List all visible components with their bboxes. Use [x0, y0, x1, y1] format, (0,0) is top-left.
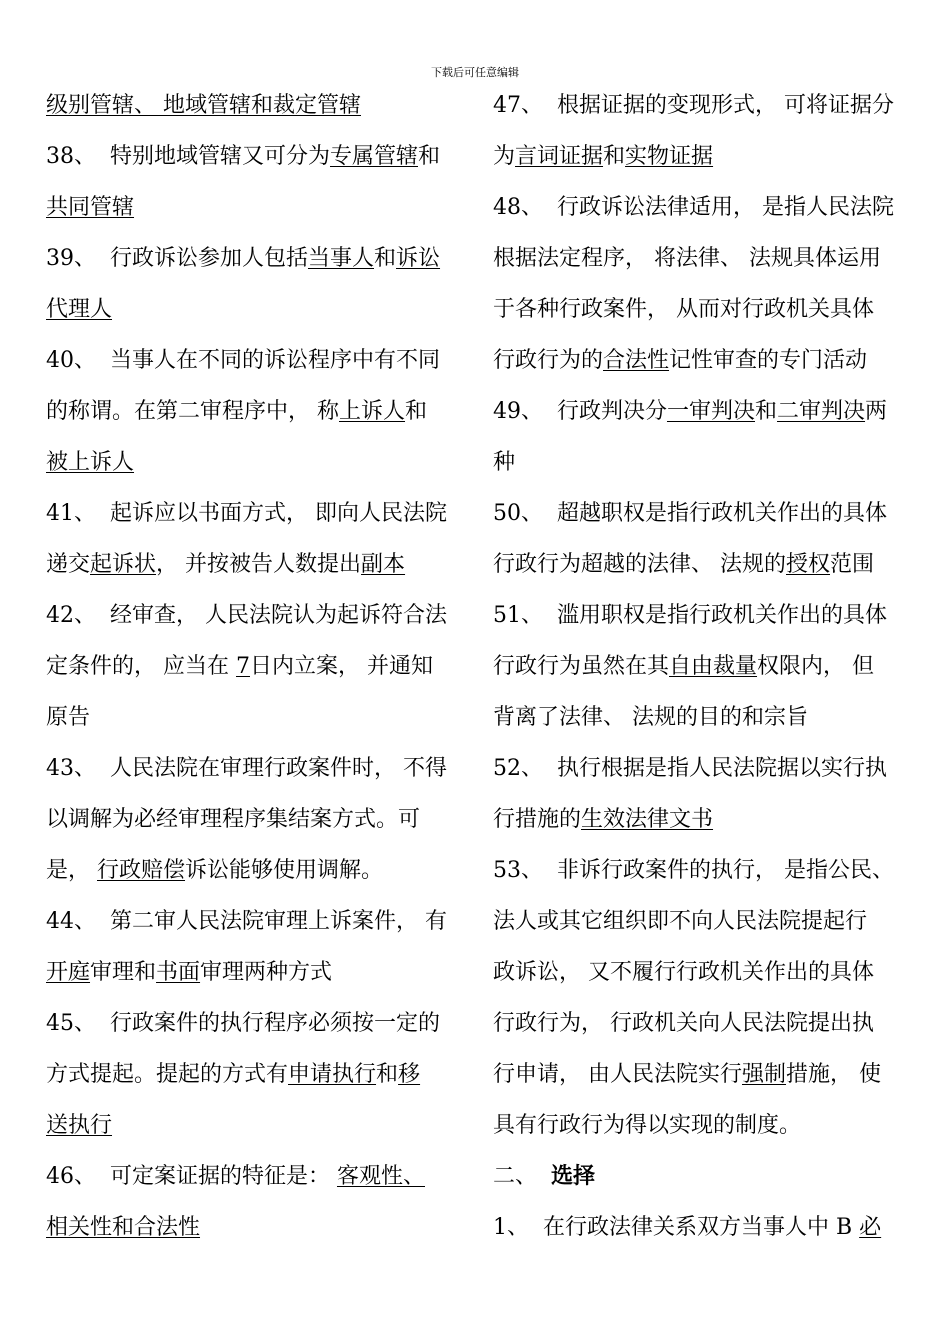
text-segment: 措施， 使	[786, 1062, 882, 1087]
text-segment: 背离了法律、 法规的目的和宗旨	[493, 705, 808, 730]
left-text-line	[46, 1049, 460, 1100]
underlined-answer: 生效法律文书	[581, 807, 714, 832]
text-segment: 和	[376, 1062, 399, 1087]
right-text-line	[493, 131, 907, 182]
underlined-answer: 开庭	[46, 960, 91, 985]
underlined-answer: 当事人	[307, 246, 374, 271]
left-text-line	[46, 182, 460, 233]
text-segment: 于各种行政案件， 从而对行政机关具体	[493, 297, 874, 322]
left-text-line	[46, 641, 460, 692]
text-segment: 原告	[46, 705, 91, 730]
text-segment: 为	[493, 144, 516, 169]
right-text-line	[493, 233, 907, 284]
left-text-line	[46, 1202, 460, 1253]
left-text-line	[46, 947, 460, 998]
text-segment: 和	[755, 399, 778, 424]
underlined-answer: 送执行	[46, 1113, 113, 1138]
underlined-answer: 诉讼	[396, 246, 441, 271]
right-text-line	[493, 998, 907, 1049]
left-text-line	[46, 590, 460, 641]
text-segment: 38、 特别地域管辖又可分为	[46, 144, 330, 169]
text-segment: 41、 起诉应以书面方式， 即向人民法院	[46, 501, 447, 526]
text-segment: 行措施的	[493, 807, 582, 832]
left-text-line	[46, 692, 460, 743]
underlined-answer: 客观性、	[336, 1164, 425, 1189]
text-segment: 48、 行政诉讼法律适用， 是指人民法院	[493, 195, 894, 220]
underlined-answer: 合法性	[603, 348, 670, 373]
right-text-line	[493, 896, 907, 947]
text-segment: 和	[405, 399, 428, 424]
right-text-line	[493, 743, 907, 794]
text-segment: 两	[865, 399, 888, 424]
underlined-answer: 7	[236, 654, 250, 679]
underlined-answer: 申请执行	[288, 1062, 377, 1087]
left-text-line	[46, 743, 460, 794]
underlined-answer: 一审判决	[666, 399, 755, 424]
underlined-answer: 移	[398, 1062, 421, 1087]
right-column	[493, 80, 907, 1253]
underlined-answer: 必	[859, 1215, 882, 1240]
right-text-line	[493, 539, 907, 590]
right-text-line	[493, 386, 907, 437]
left-text-line	[46, 539, 460, 590]
text-segment: 45、 行政案件的执行程序必须按一定的	[46, 1011, 440, 1036]
text-segment: 39、 行政诉讼参加人包括	[46, 246, 308, 271]
text-segment: 政诉讼， 又不履行行政机关作出的具体	[493, 960, 874, 985]
text-segment: 50、 超越职权是指行政机关作出的具体	[493, 501, 887, 526]
underlined-answer: 行政赔偿	[97, 858, 186, 883]
right-text-line	[493, 641, 907, 692]
text-segment: 行政行为， 行政机关向人民法院提出执	[493, 1011, 874, 1036]
left-text-line	[46, 284, 460, 335]
underlined-answer: 授权	[786, 552, 831, 577]
text-segment: 日内立案， 并通知	[250, 654, 433, 679]
text-segment: 以调解为必经审理程序集结案方式。可	[46, 807, 421, 832]
right-text-line	[493, 80, 907, 131]
text-segment: 递交	[46, 552, 91, 577]
underlined-answer: 自由裁量	[669, 654, 758, 679]
left-text-line	[46, 335, 460, 386]
text-segment: 49、 行政判决分	[493, 399, 667, 424]
text-segment: 和	[418, 144, 441, 169]
underlined-answer: 强制	[742, 1062, 787, 1087]
right-text-line	[493, 182, 907, 233]
underlined-answer: 言词证据	[515, 144, 604, 169]
left-text-line	[46, 437, 460, 488]
text-segment: 范围	[830, 552, 875, 577]
text-segment: 具有行政行为得以实现的制度。	[493, 1113, 802, 1138]
right-text-line	[493, 284, 907, 335]
left-text-line	[46, 131, 460, 182]
text-segment: 审理和	[90, 960, 157, 985]
left-text-line	[46, 896, 460, 947]
right-text-line	[493, 1202, 907, 1253]
text-segment: 和	[603, 144, 626, 169]
left-text-line	[46, 233, 460, 284]
text-segment: 和	[374, 246, 397, 271]
text-segment: 42、 经审查， 人民法院认为起诉符合法	[46, 603, 447, 628]
text-segment: 53、 非诉行政案件的执行， 是指公民、	[493, 858, 894, 883]
left-text-line	[46, 998, 460, 1049]
left-text-line	[46, 794, 460, 845]
text-segment: 记性审查的专门活动	[669, 348, 868, 373]
text-segment: 52、 执行根据是指人民法院据以实行执	[493, 756, 887, 781]
text-segment: 根据法定程序， 将法律、 法规具体运用	[493, 246, 881, 271]
right-text-line	[493, 335, 907, 386]
text-segment: 权限内， 但	[757, 654, 875, 679]
page-header: 下载后可任意编辑	[431, 66, 519, 79]
underlined-answer: 上诉人	[339, 399, 406, 424]
text-segment: 1、 在行政法律关系双方当事人中 B	[493, 1215, 860, 1240]
left-text-line	[46, 386, 460, 437]
text-segment: 43、 人民法院在审理行政案件时， 不得	[46, 756, 447, 781]
left-text-line	[46, 845, 460, 896]
left-column	[46, 80, 460, 1253]
text-segment: 47、 根据证据的变现形式， 可将证据分	[493, 93, 894, 118]
section-heading: 选择	[551, 1163, 596, 1189]
text-segment: 44、 第二审人民法院审理上诉案件， 有	[46, 909, 447, 934]
text-segment: 是，	[46, 858, 97, 883]
underlined-answer: 实物证据	[625, 144, 714, 169]
left-text-line	[46, 1151, 460, 1202]
underlined-answer: 书面	[156, 960, 201, 985]
text-segment: 种	[493, 450, 516, 475]
underlined-answer: 被上诉人	[46, 450, 135, 475]
text-segment: 的称谓。在第二审程序中， 称	[46, 399, 339, 424]
right-text-line	[493, 845, 907, 896]
underlined-answer: 副本	[361, 552, 406, 577]
text-segment: 诉讼能够使用调解。	[185, 858, 384, 883]
text-segment: 行政行为超越的法律、 法规的	[493, 552, 786, 577]
left-text-line	[46, 80, 460, 131]
right-text-line	[493, 1151, 907, 1202]
underlined-answer: 相关性和合法性	[46, 1215, 201, 1240]
text-segment: 方式提起。提起的方式有	[46, 1062, 289, 1087]
text-segment: 行申请， 由人民法院实行	[493, 1062, 742, 1087]
right-text-line	[493, 794, 907, 845]
text-segment: 40、 当事人在不同的诉讼程序中有不同	[46, 348, 440, 373]
right-text-line	[493, 590, 907, 641]
text-segment: ， 并按被告人数提出	[156, 552, 362, 577]
text-segment: 法人或其它组织即不向人民法院提起行	[493, 909, 868, 934]
text-segment: 二、	[493, 1164, 551, 1189]
right-text-line	[493, 1100, 907, 1151]
text-segment: 行政行为虽然在其	[493, 654, 670, 679]
left-text-line	[46, 488, 460, 539]
underlined-answer: 代理人	[46, 297, 113, 322]
underlined-answer: 起诉状	[90, 552, 157, 577]
text-segment: 定条件的， 应当在	[46, 654, 236, 679]
right-text-line	[493, 692, 907, 743]
underlined-answer: 共同管辖	[46, 195, 135, 220]
text-segment: 行政行为的	[493, 348, 604, 373]
underlined-answer: 二审判决	[777, 399, 866, 424]
right-text-line	[493, 1049, 907, 1100]
left-text-line	[46, 1100, 460, 1151]
text-segment: 51、 滥用职权是指行政机关作出的具体	[493, 603, 887, 628]
text-segment: 审理两种方式	[200, 960, 333, 985]
underlined-answer: 专属管辖	[329, 144, 418, 169]
text-segment: 46、 可定案证据的特征是：	[46, 1164, 337, 1189]
right-text-line	[493, 488, 907, 539]
right-text-line	[493, 947, 907, 998]
underlined-answer: 级别管辖、 地域管辖和裁定管辖	[46, 93, 361, 118]
right-text-line	[493, 437, 907, 488]
